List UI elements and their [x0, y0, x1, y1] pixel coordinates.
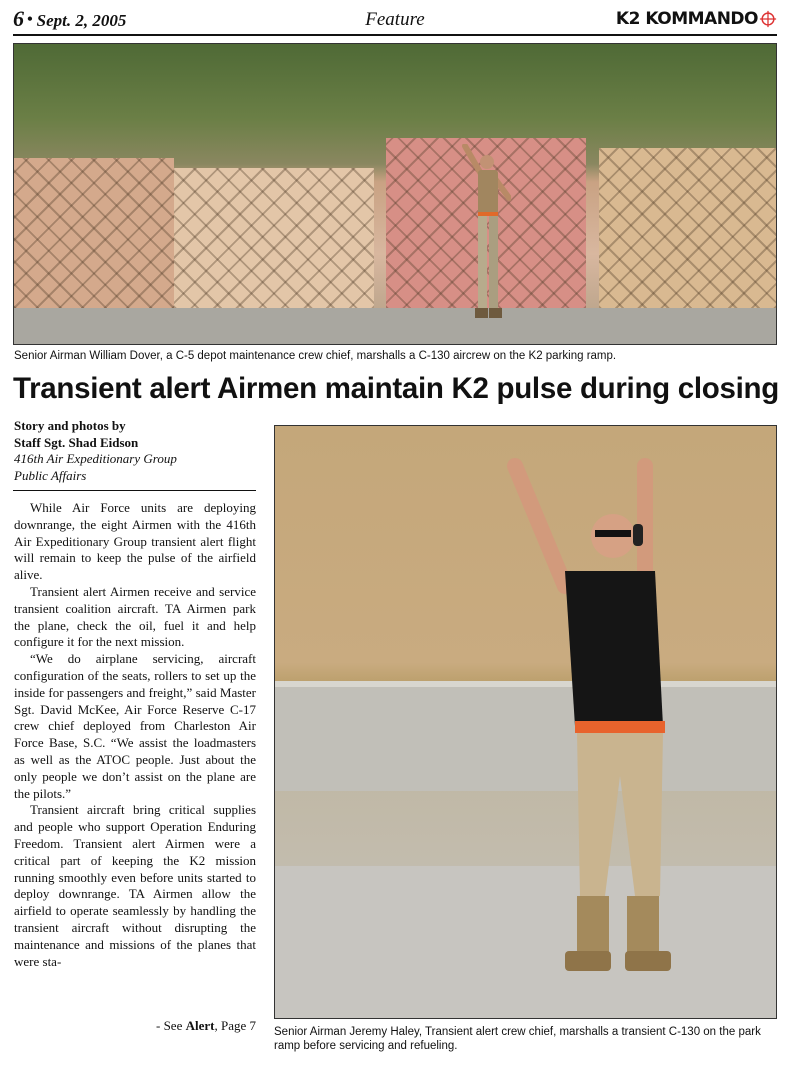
airman-figure: [495, 436, 695, 1006]
main-photo: [274, 425, 777, 1019]
jump-prefix: - See: [155, 1018, 186, 1033]
article-paragraph: Transient aircraft bring critical supplies and people who support Operation Enduring Freedom. Transient alert Airmen were a critical part of keeping the K2 mission running smoothly even before units started to deploy downrange. TA Airmen allow the airfield to operate seamlessly by handling the transient aircraft without disrupting the maintenance and missions of the planes that were sta-: [14, 802, 256, 969]
top-photo-caption: Senior Airman William Dover, a C-5 depot maintenance crew chief, marshalls a C-130 aircrew on the K2 parking ramp.: [14, 350, 617, 362]
jump-target: Alert: [185, 1018, 215, 1033]
top-photo: [13, 43, 777, 345]
byline: [14, 418, 256, 484]
cargo-pallet: [599, 148, 776, 308]
byline-author: Staff Sgt. Shad Eidson: [14, 434, 139, 450]
section-name: Feature: [365, 9, 425, 30]
cargo-pallet: [174, 168, 374, 308]
byline-unit: 416th Air Expeditionary Group: [14, 451, 177, 466]
continued-jump-line: [14, 1018, 256, 1034]
page-number: 6: [13, 6, 24, 31]
crosshair-icon: [759, 10, 777, 28]
byline-credit: Story and photos by: [14, 418, 126, 433]
article-paragraph: While Air Force units are deploying downrange, the eight Airmen with the 416th Air Expeditionary Group transient alert flight will remain to keep the pulse of the airfield alive.: [14, 500, 256, 583]
masthead: [616, 8, 777, 30]
folio-bullet: •: [27, 11, 33, 28]
ramp-ground: [14, 308, 776, 344]
main-photo-caption: Senior Airman Jeremy Haley, Transient alert crew chief, marshalls a transient C-130 on the park ramp before servicing and refueling.: [274, 1026, 761, 1052]
masthead-title: K2 KOMMANDO: [615, 9, 758, 29]
article-paragraph: Transient alert Airmen receive and service transient coalition aircraft. TA Airmen park the plane, check the oil, fuel it and help configure it for the next mission.: [14, 583, 256, 650]
issue-date: Sept. 2, 2005: [36, 11, 127, 30]
article-headline: Transient alert Airmen maintain K2 pulse during closing: [13, 372, 779, 405]
page-header: [13, 6, 777, 36]
jump-page: , Page 7: [214, 1018, 256, 1033]
airman-figure: [459, 144, 511, 324]
article-body: [14, 500, 256, 970]
cargo-pallet: [14, 158, 174, 308]
article-paragraph: “We do airplane servicing, aircraft configuration of the seats, rollers to set up the inside for passengers and freight,” said Master Sgt. David McKee, Air Force Reserve C-17 crew chief deployed from Charleston Air Force Base, S.C. “We assist the loadmasters as well as the ATOC people. Just about the only people we don’t assist on the plane are the pilots.”: [14, 651, 256, 801]
byline-divider: [13, 490, 256, 491]
byline-office: Public Affairs: [14, 467, 87, 483]
